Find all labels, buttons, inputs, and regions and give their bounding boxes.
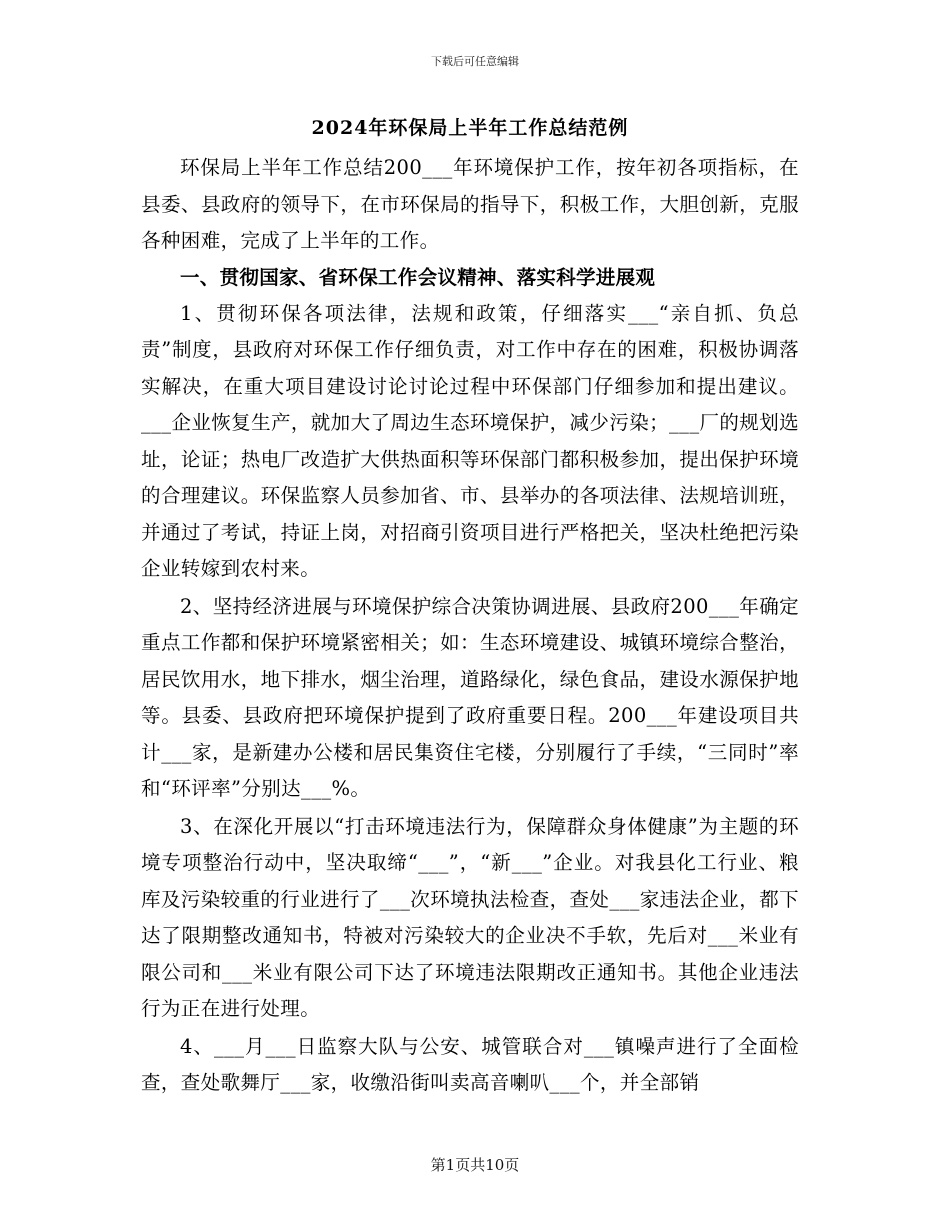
paragraph-4: 4、___月___日监察大队与公安、城管联合对___镇噪声进行了全面检查，查处歌舞厅___家，收缴沿街叫卖高音喇叭___个，并全部销 (141, 1034, 799, 1094)
paragraph-1: 1、贯彻环保各项法律，法规和政策，仔细落实___“亲自抓、负总责”制度，县政府对环保工作仔细负责，对工作中存在的困难，积极协调落实解决，在重大项目建设讨论讨论过程中环保部门仔细参加和提出建议。___企业恢复生产，就加大了周边生态环境保护，减少污染；___厂的规划选址，论证；热电厂改造扩大供热面积等环保部门都积极参加，提出保护环境的合理建议。环保监察人员参加省、市、县举办的各项法律、法规培训班，并通过了考试，持证上岗，对招商引资项目进行严格把关，坚决杜绝把污染企业转嫁到农村来。 (141, 301, 799, 580)
paragraph-3: 3、在深化开展以“打击环境违法行为，保障群众身体健康”为主题的环境专项整治行动中，坚决取缔“___”，“新___”企业。对我县化工行业、粮库及污染较重的行业进行了___次环境执法检查，查处___家违法企业，都下达了限期整改通知书，特被对污染较大的企业决不手软，先后对___米业有限公司和___米业有限公司下达了环境违法限期改正通知书。其他企业违法行为正在进行处理。 (141, 814, 799, 1020)
document-title: 2024年环保局上半年工作总结范例 (311, 117, 629, 139)
intro-paragraph: 环保局上半年工作总结200___年环境保护工作，按年初各项指标，在县委、县政府的领导下，在市环保局的指导下，积极工作，大胆创新，克服各种困难，完成了上半年的工作。 (141, 156, 799, 252)
section-heading-1: 一、贯彻国家、省环保工作会议精神、落实科学进展观 (180, 265, 656, 289)
header-note: 下载后可任意编辑 (431, 55, 519, 68)
paragraph-2: 2、坚持经济进展与环境保护综合决策协调进展、县政府200___年确定重点工作都和保护环境紧密相关；如：生态环境建设、城镇环境综合整治，居民饮用水，地下排水，烟尘治理，道路绿化，绿色食品，建设水源保护地等。县委、县政府把环境保护提到了政府重要日程。200___年建设项目共计___家，是新建办公楼和居民集资住宅楼，分别履行了手续，“三同时”率和“环评率”分别达___%。 (141, 594, 799, 800)
page-indicator: 第1页共10页 (430, 1156, 520, 1174)
document-content (141, 114, 799, 1102)
